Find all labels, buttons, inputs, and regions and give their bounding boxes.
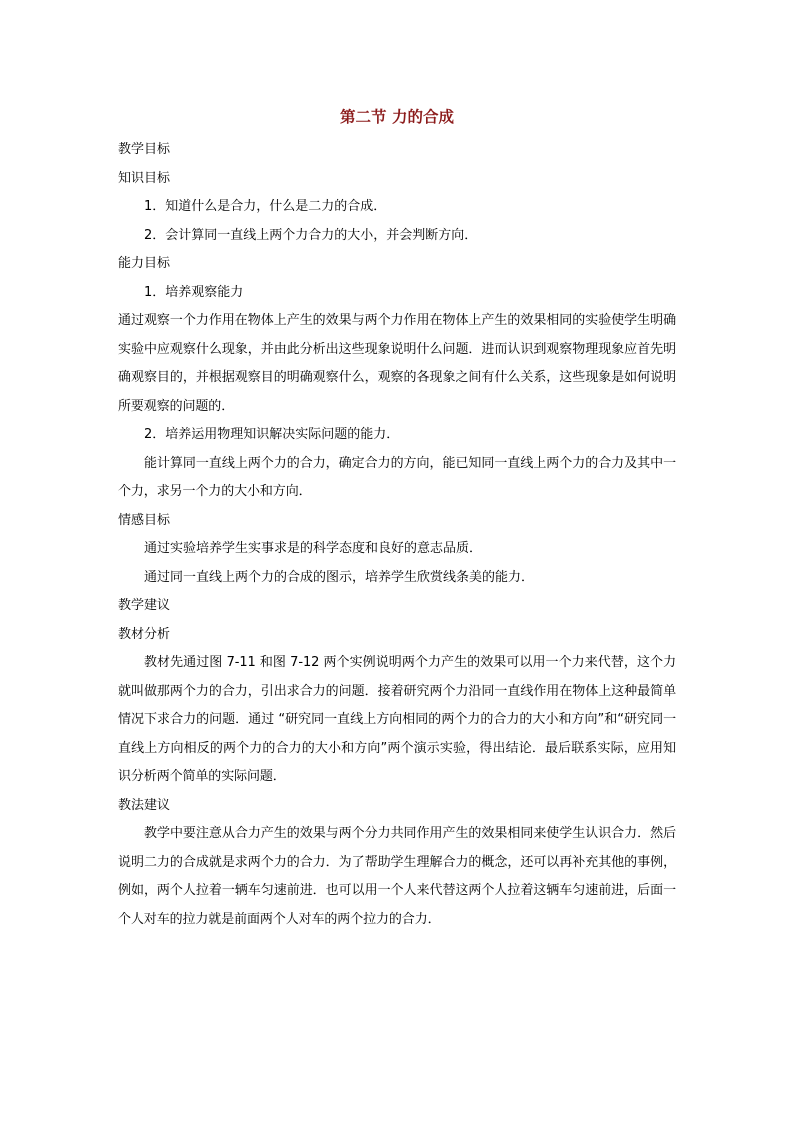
ability-paragraph-1: 通过观察一个力作用在物体上产生的效果与两个力作用在物体上产生的效果相同的实验使学生明确实验中应观察什么现象，并由此分析出这些现象说明什么问题．进而认识到观察物理现象应首先明确观察目的，并根据观察目的明确观察什么，观察的各现象之间有什么关系，这些现象是如何说明所要观察的问题的． — [118, 313, 676, 414]
heading-textbook-analysis: 教材分析 — [118, 626, 171, 642]
heading-knowledge-goals: 知识目标 — [118, 170, 171, 186]
method-suggestions-paragraph: 教学中要注意从合力产生的效果与两个分力共同作用产生的效果相同来使学生认识合力．然后说明二力的合成就是求两个力的合力．为了帮助学生理解合力的概念，还可以再补充其他的事例，例如，两个人拉着一辆车匀速前进．也可以用一个人来代替这两个人拉着这辆车匀速前进，后面一个人对车的拉力就是前面两个人对车的两个拉力的合力． — [118, 826, 676, 927]
ability-paragraph-2: 能计算同一直线上两个力的合力，确定合力的方向，能已知同一直线上两个力的合力及其中一个力，求另一个力的大小和方向． — [118, 455, 676, 499]
knowledge-item-1: 1．知道什么是合力，什么是二力的合成． — [144, 199, 387, 214]
document-page — [118, 100, 676, 934]
ability-item-2: 2．培养运用物理知识解决实际问题的能力． — [144, 427, 400, 442]
heading-teaching-suggestions: 教学建议 — [118, 598, 171, 613]
ability-item-1: 1．培养观察能力 — [144, 284, 244, 300]
heading-method-suggestions: 教法建议 — [118, 797, 171, 813]
heading-emotion-goals: 情感目标 — [118, 512, 171, 528]
knowledge-item-2: 2．会计算同一直线上两个力合力的大小，并会判断方向． — [144, 227, 478, 243]
heading-teaching-goals: 教学目标 — [118, 142, 171, 157]
page-title: 第二节 力的合成 — [340, 108, 454, 126]
emotion-item-1: 通过实验培养学生实事求是的科学态度和良好的意志品质． — [144, 541, 483, 556]
textbook-analysis-paragraph: 教材先通过图 7-11 和图 7-12 两个实例说明两个力产生的效果可以用一个力来代替，这个力就叫做那两个力的合力，引出求合力的问题．接着研究两个力沿同一直线作用在物体上这种最简单情况下求合力的问题．通过 “研究同一直线上方向相同的两个力的合力的大小和方向”和“研究同一直线上方向相反的两个力的合力的大小和方向”两个演示实验，得出结论．最后联系实际，应用知识分析两个简单的实际问题． — [118, 655, 676, 784]
emotion-item-2: 通过同一直线上两个力的合成的图示，培养学生欣赏线条美的能力． — [144, 569, 535, 585]
heading-ability-goals: 能力目标 — [118, 256, 171, 271]
